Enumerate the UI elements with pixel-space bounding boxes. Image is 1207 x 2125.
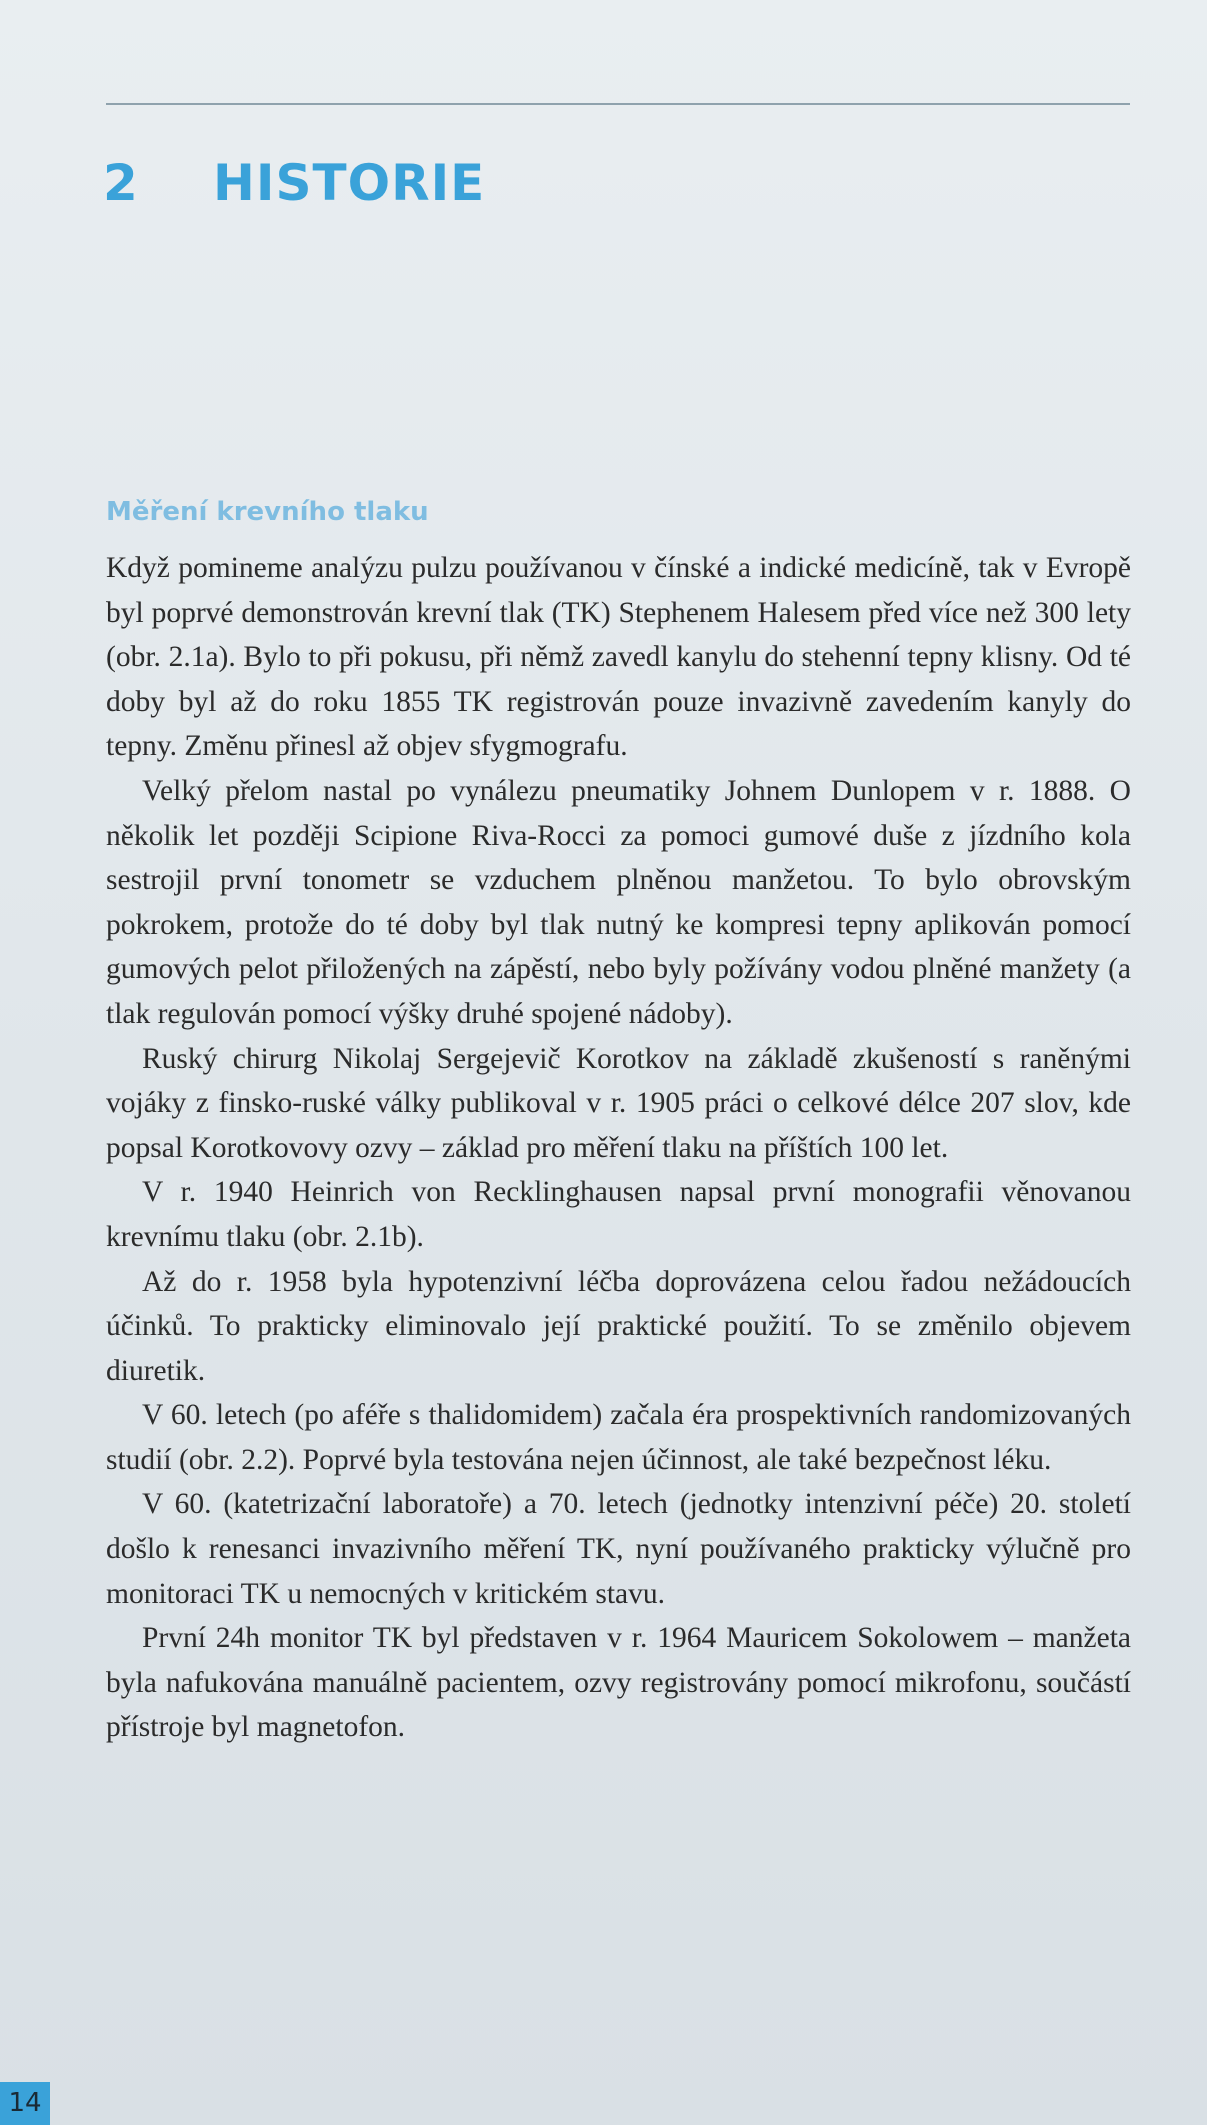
body-text <box>106 546 1131 1750</box>
chapter-heading <box>103 150 485 216</box>
paragraph: Velký přelom nastal po vynálezu pneumatiky Johnem Dunlopem v r. 1888. O několik let později Scipione Riva-Rocci za pomoci gumové duše z jízdního kola sestrojil první tonometr se vzduchem plněnou manžetou. To bylo obrovským pokrokem, protože do té doby byl tlak nutný ke kompresi tepny aplikován pomocí gumových pelot přiložených na zápěstí, nebo byly požívány vodou plněné manžety (a tlak regulován pomocí výšky druhé spojené nádoby). <box>106 774 1131 1030</box>
paragraph: V 60. letech (po aféře s thalidomidem) začala éra prospektivních randomizovaných studií (obr. 2.2). Poprvé byla testována nejen účinnost, ale také bezpečnost léku. <box>106 1399 1131 1476</box>
paragraph: První 24h monitor TK byl představen v r. 1964 Mauricem Sokolowem – manžeta byla nafukována manuálně pacientem, ozvy registrovány pomocí mikrofonu, součástí přístroje byl magnetofon. <box>106 1622 1131 1744</box>
top-rule <box>106 103 1130 105</box>
chapter-number: 2 <box>103 154 139 212</box>
paragraph: Když pomineme analýzu pulzu používanou v čínské a indické medicíně, tak v Evropě byl poprvé demonstrován krevní tlak (TK) Stephenem Halesem před více než 300 lety (obr. 2.1a). Bylo to při pokusu, při němž zavedl kanylu do stehenní tepny klisny. Od té doby byl až do roku 1855 TK registrován pouze invazivně zavedením kanyly do tepny. Změnu přinesl až objev sfygmografu. <box>106 552 1131 763</box>
paragraph: V 60. (katetrizační laboratoře) a 70. letech (jednotky intenzivní péče) 20. století došlo k renesanci invazivního měření TK, nyní používaného prakticky výlučně pro monitoraci TK u nemocných v kritickém stavu. <box>106 1488 1131 1610</box>
paragraph: V r. 1940 Heinrich von Recklinghausen napsal první monografii věnovanou krevnímu tlaku (obr. 2.1b). <box>106 1176 1131 1253</box>
paragraph: Ruský chirurg Nikolaj Sergejevič Korotkov na základě zkušeností s raněnými vojáky z finsko-ruské války publikoval v r. 1905 práci o celkové délce 207 slov, kde popsal Korotkovovy ozvy – základ pro měření tlaku na příštích 100 let. <box>106 1042 1131 1164</box>
paragraph: Až do r. 1958 byla hypotenzivní léčba doprovázena celou řadou nežádoucích účinků. To prakticky eliminovalo její praktické použití. To se změnilo objevem diuretik. <box>106 1265 1131 1387</box>
page-number: 14 <box>0 2082 50 2125</box>
section-heading: Měření krevního tlaku <box>106 497 429 527</box>
chapter-title: HISTORIE <box>213 154 486 212</box>
